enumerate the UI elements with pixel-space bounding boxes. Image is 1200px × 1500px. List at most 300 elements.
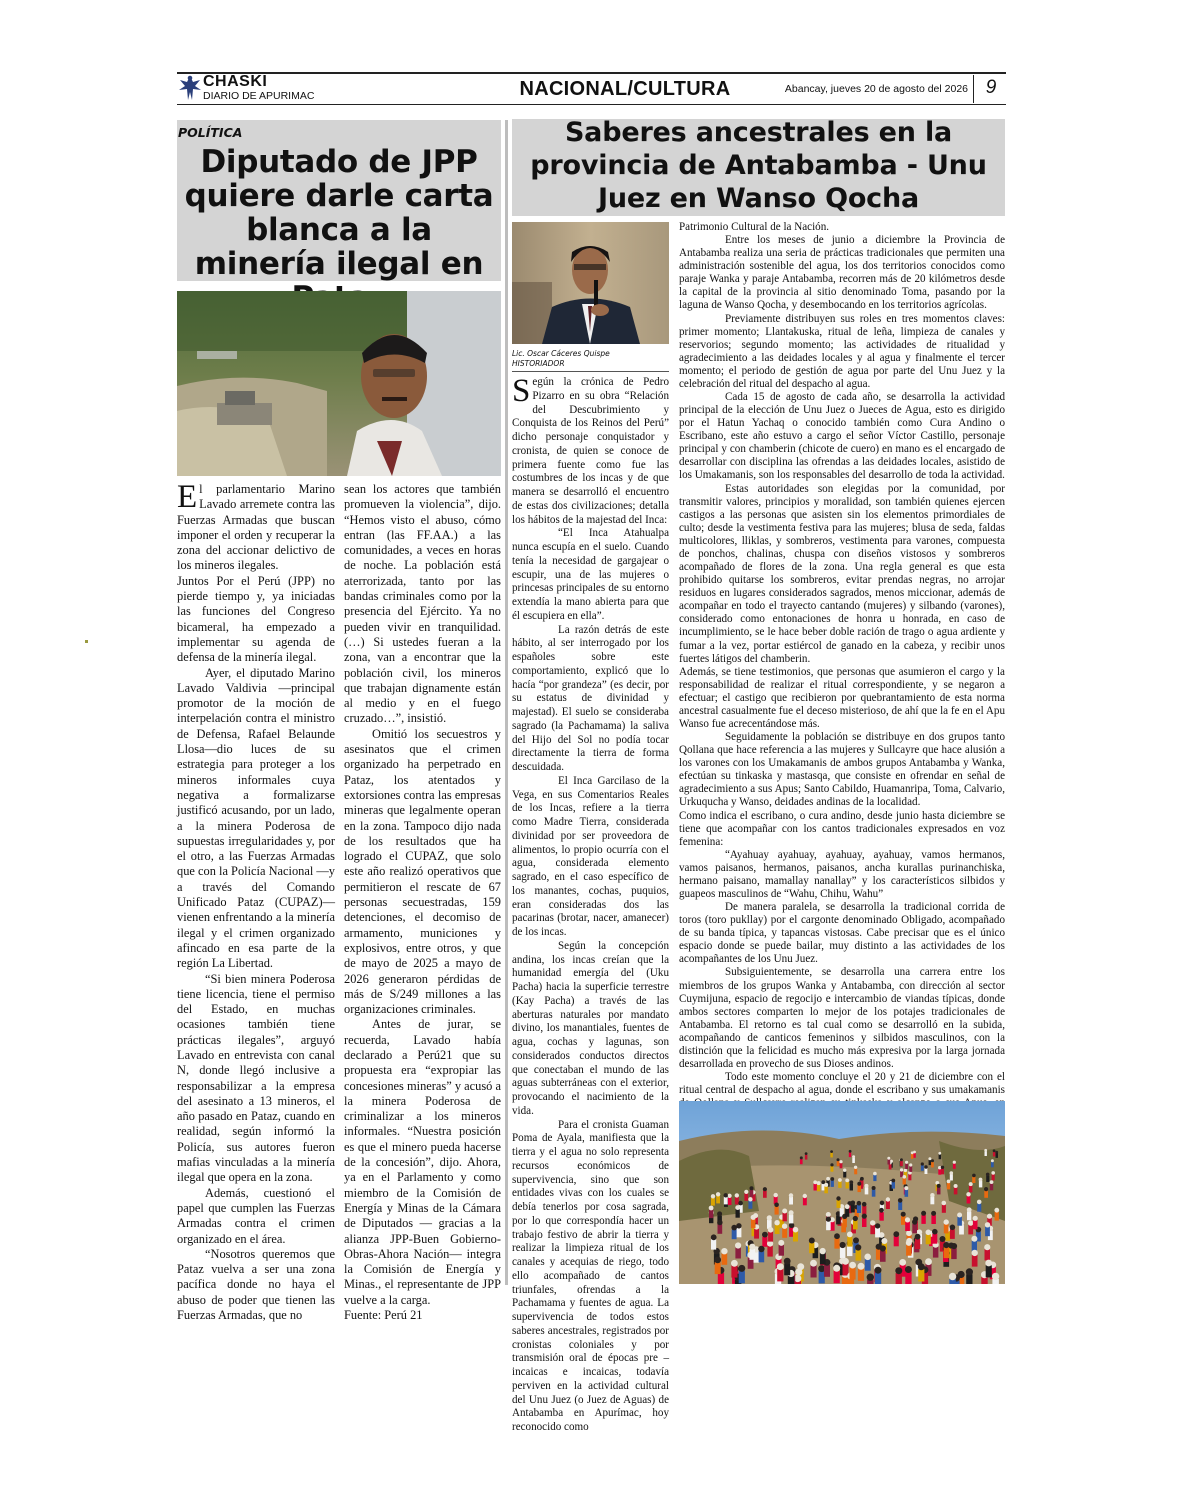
person-figure bbox=[950, 1174, 953, 1180]
person-figure bbox=[775, 1225, 780, 1235]
person-head bbox=[763, 1187, 767, 1191]
person-head bbox=[875, 1223, 880, 1228]
person-head bbox=[784, 1258, 791, 1265]
person-figure bbox=[783, 1213, 787, 1222]
person-figure bbox=[925, 1168, 928, 1174]
person-head bbox=[826, 1177, 830, 1181]
person-figure bbox=[870, 1225, 875, 1235]
person-head bbox=[795, 1268, 802, 1275]
person-figure bbox=[906, 1245, 911, 1256]
person-figure bbox=[831, 1180, 834, 1187]
person-head bbox=[738, 1201, 743, 1206]
person-figure bbox=[782, 1228, 787, 1238]
person-head bbox=[857, 1201, 862, 1206]
person-head bbox=[810, 1260, 817, 1267]
person-head bbox=[880, 1201, 885, 1206]
person-head bbox=[954, 1184, 958, 1188]
person-head bbox=[995, 1151, 998, 1154]
person-head bbox=[979, 1178, 983, 1182]
person-head bbox=[887, 1157, 890, 1160]
person-figure bbox=[711, 1198, 715, 1206]
person-head bbox=[931, 1211, 936, 1216]
person-head bbox=[820, 1248, 826, 1254]
paragraph: Todo este momento concluye el 20 y 21 de diciembre con el ritual central de despacho al agua, donde el escribano y sus umakamanis bbox=[679, 1071, 1005, 1097]
person-head bbox=[803, 1194, 807, 1198]
person-figure bbox=[954, 1187, 958, 1194]
person-figure bbox=[913, 1153, 916, 1158]
dropcap: S bbox=[512, 373, 531, 409]
person-head bbox=[953, 1161, 956, 1164]
person-head bbox=[984, 1149, 987, 1152]
person-head bbox=[777, 1263, 784, 1270]
person-head bbox=[957, 1213, 962, 1218]
person-head bbox=[993, 1149, 996, 1152]
person-head bbox=[985, 1222, 990, 1227]
person-head bbox=[943, 1242, 949, 1248]
person-head bbox=[826, 1217, 831, 1222]
person-figure bbox=[793, 1232, 798, 1242]
person-head bbox=[824, 1183, 828, 1187]
person-figure bbox=[979, 1181, 982, 1188]
person-head bbox=[886, 1197, 890, 1201]
paragraph: “Si bien minera Poderosa tiene licencia, tiene el permiso del Estado, en muchas ocasiones también tiene prácticas ilegales”, arguyó Lavado en entrevista con canal N, donde llegó inclusive a responsabilizar a la empresa del asesinato a 13 mineros, el año pasado en Pataz, cuando en realidad, según informó la Policía, sus autores fueron mafias vinculadas a la minería ilegal que opera en la zona. bbox=[177, 971, 335, 1185]
paragraph: sean los actores que también promueven la violencia”, dijo. “Hemos visto el abuso, cómo entran (las FF.AA.) a las comunidades, a veces en horas de noche. La población está aterrorizada, tanto por las bandas criminales como por la presencia del Ejército. Ya no pueden vivir en tranquilidad. (…) Si ustedes fueran a la zona, van a encontrar que la población civil, los mineros que trabajan dignamente están al medio y en el fuego cruzado…”, insistió. bbox=[344, 482, 501, 726]
person-head bbox=[991, 1159, 994, 1162]
person-figure bbox=[903, 1178, 906, 1185]
person-figure bbox=[735, 1197, 739, 1205]
person-head bbox=[813, 1180, 817, 1184]
person-head bbox=[843, 1169, 846, 1172]
person-figure bbox=[985, 1227, 990, 1237]
paragraph: Para el cronista Guaman Poma de Ayala, manifiesta que la tierra y el agua no solo representa recursos económicos de supervivencia, sino que son entidades vivas con los cuales se debía tenerlos por cosa sagrada, por lo que correspondía hacer un trabajo festivo de abrir la tierra y realizar la limpieza ritual de los canales y acequias de riego, todo ello acompañado de cantos triunfales, ofrendas a la Pachamama y fuentes de agua. La supervivencia de todos estos saberes ancestrales, registrados por cronistas coloniales y por transmisión oral de épocas pre – incaicas e incaicas, todavía perviven en la actividad cultural del Unu Juez (o Juez de Aguas) de Antabamba en Apurímac, hoy reconocido como bbox=[512, 1118, 669, 1433]
person-figure bbox=[886, 1201, 890, 1209]
paragraph: Subsiguientemente, se desarrolla una carrera entre los miembros de los grupos Wanka y Antabamba, con dirección al sector Cuymijuna, espacio de regocijo e intercambio de viandas típicas, donde ambos sectores comparten lo mejor de los potajes tradicionales de Antabamba. El retorno es tal cual como se desarrolló en la subida, acompañando de canticos femeninos y silbidos masculinos, con la distinción que la felicidad es mucho más expresiva por la larga jornada desarrollada en provecho de sus Dioses andinos. bbox=[679, 966, 1005, 1070]
person-figure bbox=[834, 1271, 840, 1284]
person-figure bbox=[930, 1197, 934, 1205]
person-head bbox=[751, 1215, 756, 1220]
person-head bbox=[992, 1273, 999, 1280]
person-figure bbox=[840, 1163, 843, 1169]
person-figure bbox=[711, 1239, 716, 1249]
person-figure bbox=[842, 1218, 847, 1227]
person-figure bbox=[915, 1239, 920, 1249]
person-figure bbox=[789, 1197, 793, 1205]
person-head bbox=[921, 1162, 924, 1165]
person-figure bbox=[754, 1229, 759, 1239]
person-figure bbox=[824, 1265, 830, 1277]
person-figure bbox=[944, 1224, 949, 1234]
person-figure bbox=[959, 1225, 964, 1235]
person-figure bbox=[852, 1158, 855, 1163]
person-head bbox=[899, 1259, 906, 1266]
person-head bbox=[870, 1220, 875, 1225]
column-divider bbox=[505, 120, 508, 1285]
person-figure bbox=[896, 1273, 902, 1284]
person-figure bbox=[715, 1262, 721, 1274]
person-figure bbox=[737, 1228, 742, 1238]
paragraph: Según la concepción andina, los incas creían que la humanidad emergía del (Uku Pacha) hacia la superficie terrestre (Kay Pacha) a través de las aberturas naturales por mandato divino, los manantiales, fuentes de agua, cochas y lagunas, son considerados conductos directos que conectaban el mundo de las aguas subterráneas con el exterior, provocando el nacimiento de la vida. bbox=[512, 939, 669, 1117]
person-head bbox=[972, 1250, 978, 1256]
person-head bbox=[853, 1216, 858, 1221]
person-head bbox=[717, 1220, 722, 1225]
person-head bbox=[709, 1206, 714, 1211]
person-figure bbox=[933, 1247, 939, 1258]
person-figure bbox=[929, 1160, 932, 1165]
left-story-column-2 bbox=[344, 482, 501, 1323]
person-head bbox=[738, 1265, 745, 1272]
person-head bbox=[911, 1151, 914, 1154]
person-head bbox=[716, 1192, 720, 1196]
person-figure bbox=[872, 1189, 876, 1196]
person-head bbox=[918, 1263, 925, 1270]
person-head bbox=[985, 1260, 992, 1267]
person-head bbox=[921, 1211, 926, 1216]
person-figure bbox=[800, 1159, 803, 1164]
person-figure bbox=[967, 1196, 971, 1204]
person-figure bbox=[840, 1247, 846, 1258]
person-figure bbox=[731, 1266, 737, 1278]
person-figure bbox=[908, 1174, 911, 1180]
person-figure bbox=[873, 1175, 876, 1181]
person-head bbox=[944, 1219, 949, 1224]
person-figure bbox=[947, 1183, 950, 1190]
person-head bbox=[840, 1242, 846, 1248]
person-head bbox=[940, 1236, 946, 1242]
person-head bbox=[851, 1201, 856, 1206]
caption-rule bbox=[512, 371, 669, 372]
source-credit: Fuente: Perú 21 bbox=[344, 1308, 423, 1323]
person-figure bbox=[724, 1197, 728, 1205]
person-figure bbox=[931, 1215, 936, 1224]
person-figure bbox=[968, 1225, 973, 1235]
person-head bbox=[950, 1225, 956, 1231]
person-head bbox=[973, 1216, 978, 1221]
paragraph: Ayer, el diputado Marino Lavado Valdivia —principal promotor de la moción de interpelación contra el ministro de Defensa, Rafael Belaunde Llosa—dio luces de su estrategia para proteger a los mineros informales cuya negativa a formalizarse justificó acusando, por un lado, a la minera Poderosa de supuestas irregularidades y, por el otro, a las Fuerzas Armadas que con la Policía Nacional —y a través del Comando Unificado Pataz (CUPAZ)— vienen enfrentando a la minería ilegal y el crimen organizado afincado en esa parte de la región La Libertad. bbox=[177, 665, 335, 971]
person-figure bbox=[939, 1154, 942, 1159]
person-figure bbox=[744, 1193, 748, 1201]
person-figure bbox=[992, 1174, 995, 1180]
person-head bbox=[937, 1184, 941, 1188]
person-head bbox=[749, 1244, 755, 1250]
person-head bbox=[830, 1177, 834, 1181]
person-head bbox=[966, 1192, 970, 1196]
paragraph: Entre los meses de junio a diciembre la Provincia de Antabamba realiza una seria de prácticas tradicionales que permiten una administración sostenible del agua, los dos territorios conocidos como paraje Wanka y paraje Antabamba, recorren más de 20 kilómetros desde la capital de la provincia al sitio denominado Toma, pasando por la laguna de Wanso Qocha, y desembocando en los territorios agrícolas. bbox=[679, 234, 1005, 312]
person-figure bbox=[767, 1246, 772, 1257]
person-figure bbox=[809, 1243, 814, 1254]
person-head bbox=[986, 1173, 990, 1177]
person-head bbox=[830, 1150, 833, 1153]
person-head bbox=[735, 1193, 739, 1197]
person-head bbox=[748, 1197, 752, 1201]
person-head bbox=[862, 1214, 867, 1219]
person-head bbox=[731, 1260, 738, 1267]
person-head bbox=[966, 1268, 973, 1275]
person-figure bbox=[817, 1184, 821, 1191]
person-head bbox=[915, 1234, 921, 1240]
person-figure bbox=[788, 1276, 794, 1284]
person-head bbox=[931, 1159, 934, 1162]
person-figure bbox=[775, 1206, 779, 1214]
person-head bbox=[984, 1187, 988, 1191]
person-figure bbox=[846, 1182, 849, 1189]
person-head bbox=[774, 1203, 779, 1208]
person-figure bbox=[918, 1269, 924, 1281]
paragraph: l parlamentario Marino Lavado arremete contra las Fuerzas Armadas que buscan imponer el orden y recuperar la zona del accionar delictivo de los mineros ilegales. bbox=[177, 482, 335, 573]
paragraph: Como indica el escribano, o cura andino, desde junio hasta diciembre se tiene que acompañar con los cantos tradicionales expresados en voz femenina: bbox=[679, 809, 1005, 848]
person-figure bbox=[811, 1265, 817, 1277]
person-figure bbox=[831, 1166, 834, 1172]
person-head bbox=[849, 1150, 852, 1153]
paragraph: Además, cuestionó el papel que cumplen las Fuerzas Armadas contra el crimen organizado en el área. bbox=[177, 1185, 335, 1246]
left-story-column-1 bbox=[177, 479, 335, 1323]
person-head bbox=[711, 1194, 715, 1198]
person-head bbox=[836, 1196, 840, 1200]
person-head bbox=[842, 1258, 849, 1265]
person-figure bbox=[900, 1161, 903, 1166]
header-divider bbox=[973, 75, 974, 103]
person-figure bbox=[750, 1249, 756, 1260]
paragraph: El Inca Garcilaso de la Vega, en sus Comentarios Reales de los Incas, refiere a la tierra como Madre Tierra, considerada divinidad por ser proveedora de alimentos, lo propio ocurría con el agua, considerada elemento sagrado, en el caso específico de los manantes, cochas, puquios, eran consideradas dos las pacarinas (brotar, nacer, amanecer) de los incas. bbox=[512, 774, 669, 938]
person-figure bbox=[889, 1164, 892, 1170]
header-bottom-rule bbox=[177, 104, 1006, 105]
person-head bbox=[904, 1186, 908, 1190]
person-figure bbox=[865, 1187, 869, 1194]
person-figure bbox=[763, 1191, 767, 1198]
person-figure bbox=[847, 1236, 852, 1246]
person-head bbox=[930, 1193, 934, 1197]
person-head bbox=[853, 1237, 859, 1243]
person-head bbox=[875, 1267, 882, 1274]
person-figure bbox=[739, 1271, 745, 1284]
person-head bbox=[881, 1238, 887, 1244]
person-figure bbox=[830, 1153, 832, 1158]
person-head bbox=[967, 1207, 972, 1212]
paragraph: “Nosotros queremos que Pataz vuelva a ser una zona pacífica donde no haya el abuso de poder que tienen las Fuerzas Armadas, que no bbox=[177, 1246, 335, 1323]
person-figure bbox=[909, 1166, 912, 1172]
paragraph: La razón detrás de este hábito, al ser interrogado por los españoles sobre este comportamiento, explicó que lo hacía “por grandeza” (es decir, por su estatus de divinidad y majestad). El suelo se consideraba sagrado (la Pachamama) la saliva del Hijo del Sol no podía tocar directamente la tierra de forma descuidada. bbox=[512, 623, 669, 773]
person-figure bbox=[805, 1155, 808, 1160]
person-head bbox=[849, 1180, 853, 1184]
person-figure bbox=[850, 1184, 853, 1191]
person-figure bbox=[977, 1204, 981, 1212]
person-figure bbox=[921, 1165, 924, 1171]
person-head bbox=[972, 1174, 976, 1178]
person-head bbox=[949, 1273, 956, 1280]
person-figure bbox=[803, 1198, 807, 1206]
print-speck bbox=[85, 640, 88, 643]
person-head bbox=[717, 1211, 722, 1216]
person-head bbox=[906, 1240, 912, 1246]
person-figure bbox=[879, 1212, 883, 1221]
person-figure bbox=[789, 1215, 793, 1224]
left-headline: Diputado de JPP quiere darle carta blanca a la minería ilegal en bbox=[184, 144, 494, 282]
paragraph: Omitió los secuestros y asesinatos que el crimen organizado ha perpetrado en Pataz, los atentados y extorsiones contra las empresas mineras que legalmente operan en la zona. Tampoco dijo nada de los resultados que ha logrado el CUPAZ, que solo este año realizó operativos que permitieron el rescate de 67 personas secuestradas, 159 detenciones, el decomiso de armamento, municiones y explosivos, entre otros, y que de mayo de 2025 a mayo de 2026 generaron pérdidas de más de S/249 millones a las organizaciones criminales. bbox=[344, 726, 501, 1017]
person-figure bbox=[862, 1206, 866, 1214]
person-head bbox=[762, 1232, 768, 1238]
person-figure bbox=[834, 1238, 839, 1248]
person-head bbox=[736, 1223, 741, 1228]
person-head bbox=[968, 1220, 973, 1225]
person-figure bbox=[990, 1183, 993, 1190]
person-figure bbox=[709, 1210, 713, 1219]
person-figure bbox=[732, 1229, 737, 1239]
person-head bbox=[782, 1209, 787, 1214]
person-head bbox=[809, 1238, 815, 1244]
person-figure bbox=[759, 1251, 765, 1262]
person-figure bbox=[985, 1151, 987, 1156]
person-head bbox=[990, 1180, 994, 1184]
person-head bbox=[984, 1244, 990, 1250]
person-figure bbox=[819, 1271, 825, 1284]
person-figure bbox=[911, 1154, 914, 1159]
person-figure bbox=[856, 1250, 862, 1261]
person-head bbox=[778, 1240, 784, 1246]
masthead-subtitle: DIARIO DE APURIMAC bbox=[203, 90, 315, 102]
person-head bbox=[855, 1244, 861, 1250]
person-figure bbox=[824, 1186, 828, 1193]
person-figure bbox=[905, 1222, 910, 1231]
person-head bbox=[750, 1186, 754, 1190]
person-figure bbox=[826, 1221, 831, 1230]
person-figure bbox=[858, 1185, 862, 1192]
person-figure bbox=[996, 1153, 999, 1158]
person-figure bbox=[779, 1245, 784, 1256]
person-head bbox=[858, 1263, 865, 1270]
person-head bbox=[905, 1217, 910, 1222]
person-figure bbox=[993, 1152, 995, 1157]
person-figure bbox=[850, 1267, 856, 1279]
person-head bbox=[903, 1175, 907, 1179]
person-figure bbox=[838, 1181, 841, 1188]
person-head bbox=[789, 1223, 794, 1228]
person-figure bbox=[777, 1269, 783, 1281]
person-head bbox=[900, 1158, 903, 1161]
person-figure bbox=[973, 1220, 978, 1229]
person-head bbox=[879, 1208, 884, 1213]
person-figure bbox=[854, 1168, 857, 1174]
person-figure bbox=[905, 1163, 908, 1169]
masthead-name: CHASKI bbox=[203, 73, 268, 90]
story-kicker: POLÍTICA bbox=[178, 125, 243, 140]
person-figure bbox=[950, 1229, 955, 1239]
right-story-column-2 bbox=[679, 221, 1005, 1136]
paragraph: “Ayahuay ayahuay, ayahuay, ayahuay, vamos hermanos, vamos paisanos, hermanos, paisanos, ancha kurallas purinanchiska, hermano paisano, mamallay nanallay” y los característicos silbidos y guapeos masculinos de “Wahu, Chihu, Wahu” bbox=[679, 848, 1005, 900]
person-head bbox=[735, 1205, 740, 1210]
person-head bbox=[860, 1177, 864, 1181]
person-head bbox=[872, 1186, 876, 1190]
paragraph: Patrimonio Cultural de la Nación. bbox=[679, 221, 830, 233]
person-head bbox=[774, 1193, 778, 1197]
paragraph: Estas autoridades son elegidas por la comunidad, por transmitir valores, principios y moralidad, son también quienes ejercen castigos a las personas que asisten sin los elementos primordiales de culto; desde la vestimenta festiva para las mujeres; blusa de seda, faldas multicolores, lliklas, y sombreros, vestimenta para varones, compuesta de ponchos, chalinas, chuspa con diseños vistosos y sombreros acompañado de flores de la zona. Una regla general es que esta prohibido quitarse los sombreros, evitar prendas negras, no arrojar residuos en lugares considerados sagrados, menos miccionar, además de acompañar en todo el trayecto cantando (mujeres) y silbando (varones), considerado como entonaciones de honra u honrada, en caso de incumplimiento, se le hace beber doble ración de trago o agua ardiente y fumar a la vez, portar estiércol de ganado en la cabeza, y recibir unos fuertes látigos del chamberin. bbox=[679, 482, 1005, 665]
person-head bbox=[898, 1198, 903, 1203]
person-figure bbox=[985, 1249, 991, 1260]
person-figure bbox=[880, 1251, 886, 1262]
dropcap: E bbox=[177, 479, 198, 515]
person-head bbox=[845, 1204, 850, 1209]
person-head bbox=[925, 1258, 932, 1265]
person-figure bbox=[966, 1274, 972, 1284]
person-head bbox=[873, 1172, 877, 1176]
person-figure bbox=[722, 1253, 728, 1264]
person-head bbox=[735, 1242, 741, 1248]
paragraph: Además, se tiene testimonios, que personas que asumieron el cargo y la responsabilidad de realizar el ritual correspondiente, y se negaron a efectuar; el castigo que recibieron por quebrantamiento de esta norma ancestral casualmente fue el deceso misterioso, de ahí que la fe en el Apu Wanso fue acrecentándose más. bbox=[679, 665, 1005, 730]
person-head bbox=[865, 1184, 869, 1188]
person-figure bbox=[905, 1272, 911, 1284]
person-head bbox=[971, 1236, 977, 1242]
person-figure bbox=[888, 1159, 891, 1164]
person-figure bbox=[875, 1228, 880, 1238]
right-headline: Saberes ancestrales en la provincia de Antabamba - Unu Juez en Wanso Qocha bbox=[530, 117, 987, 214]
person-head bbox=[969, 1182, 973, 1186]
person-figure bbox=[735, 1248, 741, 1259]
paragraph: Cada 15 de agosto de cada año, se desarrolla la actividad principal de la elección de Unu Juez o Jueces de Agua, esto es dirigido por el Hatun Yachaq o conocido también como Cura Andino o Escribano, este año estuvo a cargo el señor Víctor Castillo, personaje principal y con chamberin (chicote de cuero) en mano es el encargado de desarrollar con disciplina las ofrendas a las deidades locales, asistido de los Umakamanis, son los responsables del desarrollo de toda la actividad. bbox=[679, 391, 1005, 482]
person-figure bbox=[736, 1209, 740, 1218]
header-top-rule bbox=[177, 72, 1006, 74]
person-head bbox=[951, 1243, 957, 1249]
person-head bbox=[891, 1179, 895, 1183]
person-head bbox=[758, 1246, 764, 1252]
person-head bbox=[924, 1165, 927, 1168]
person-head bbox=[947, 1180, 951, 1184]
right-story-column-1 bbox=[512, 373, 669, 1435]
photo-caption-role: HISTORIADOR bbox=[512, 359, 565, 368]
person-head bbox=[724, 1193, 728, 1197]
person-head bbox=[904, 1169, 907, 1172]
person-head bbox=[817, 1181, 821, 1185]
person-figure bbox=[941, 1168, 944, 1174]
person-head bbox=[977, 1200, 982, 1205]
person-head bbox=[893, 1231, 899, 1237]
person-figure bbox=[986, 1265, 992, 1277]
person-figure bbox=[843, 1171, 846, 1177]
person-figure bbox=[751, 1219, 756, 1228]
person-figure bbox=[843, 1264, 849, 1276]
person-figure bbox=[862, 1218, 867, 1227]
person-figure bbox=[951, 1248, 957, 1259]
person-figure bbox=[820, 1253, 826, 1264]
person-figure bbox=[762, 1237, 767, 1247]
person-figure bbox=[814, 1184, 817, 1191]
person-figure bbox=[984, 1191, 988, 1198]
person-head bbox=[854, 1166, 857, 1169]
person-figure bbox=[972, 1177, 975, 1183]
person-figure bbox=[836, 1216, 841, 1225]
person-head bbox=[768, 1227, 774, 1233]
person-figure bbox=[875, 1273, 881, 1284]
person-head bbox=[909, 1163, 912, 1166]
person-figure bbox=[849, 1152, 851, 1157]
person-head bbox=[847, 1232, 853, 1238]
paragraph: De manera paralela, se desarrolla la tradicional corrida de toros (toro pukllay) por el cargonte denominado Obligado, acompañado de su banda típica, y tapancas vistosas. Cabe precisar que es el único espacio donde se puede bailar, muy distinto a las actividades de los acompañantes de los Unu Juez. bbox=[679, 901, 1005, 966]
person-head bbox=[731, 1225, 737, 1231]
section-title: NACIONAL/CULTURA bbox=[519, 78, 731, 100]
festival-crowd-on-hillside-image bbox=[679, 1101, 1005, 1284]
person-head bbox=[867, 1274, 874, 1281]
person-head bbox=[793, 1227, 799, 1233]
person-figure bbox=[894, 1236, 899, 1246]
person-head bbox=[845, 1179, 849, 1183]
person-figure bbox=[847, 1245, 852, 1256]
person-figure bbox=[784, 1263, 790, 1275]
person-figure bbox=[853, 1220, 858, 1229]
person-head bbox=[857, 1182, 861, 1186]
person-figure bbox=[750, 1190, 754, 1197]
person-figure bbox=[851, 1204, 855, 1212]
person-figure bbox=[972, 1255, 978, 1267]
person-head bbox=[906, 1230, 912, 1236]
person-head bbox=[938, 1152, 941, 1155]
condor-icon bbox=[178, 73, 202, 103]
